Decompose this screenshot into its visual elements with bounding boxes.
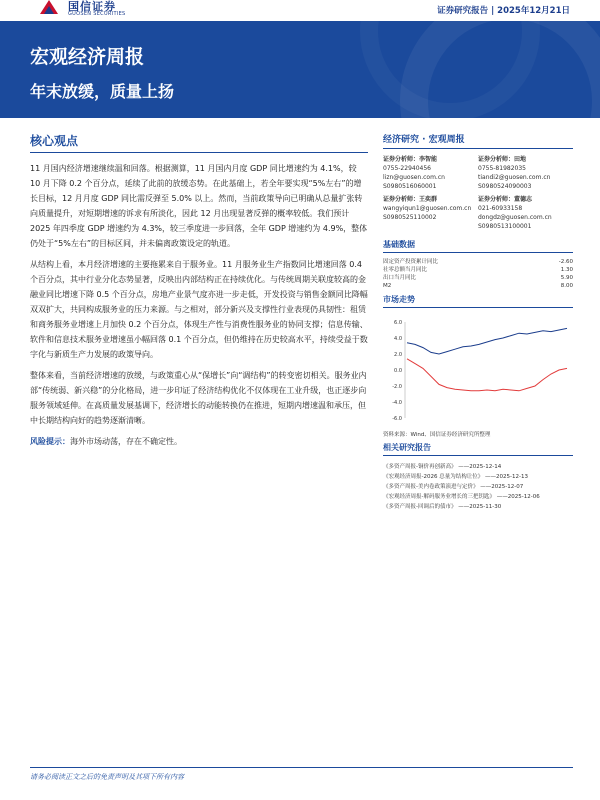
base-data-row	[383, 258, 573, 266]
y-tick-label: -6.0	[392, 416, 402, 422]
base-data-value: 1.30	[560, 267, 573, 273]
analyst-role: 证券分析师：王奕群	[383, 196, 438, 203]
analyst-role: 证券分析师：田地	[478, 156, 527, 163]
analyst-card	[478, 195, 573, 231]
y-tick-label: 0.0	[394, 368, 402, 374]
base-data-label: 固定资产投资累计同比	[383, 259, 439, 265]
analyst-card	[383, 195, 478, 231]
footer-divider	[30, 767, 573, 768]
analyst-cert: S0980524090003	[478, 183, 532, 190]
analyst-phone: 0755-22940456	[383, 165, 431, 172]
related-report-link[interactable]: 《多资产周报-铜价再创新高》 ——2025-12-14	[383, 464, 502, 470]
base-data-heading: 基础数据	[383, 239, 573, 253]
y-tick-label: 4.0	[394, 336, 402, 342]
report-meta	[437, 4, 570, 16]
risk-text: 海外市场动荡，存在不确定性。	[70, 437, 182, 446]
report-title: 宏观经济周报	[30, 46, 145, 68]
risk-warning	[30, 434, 368, 449]
y-tick-label: 2.0	[394, 352, 402, 358]
analyst-email[interactable]: lizn@guosen.com.cn	[383, 174, 445, 181]
chart-source: 资料来源：Wind、国信证券经济研究所整理	[383, 432, 491, 438]
y-tick-label: 6.0	[394, 320, 402, 326]
base-data-value: 8.00	[560, 283, 573, 289]
analyst-role: 证券分析师：董德志	[478, 196, 533, 203]
series-line-1	[407, 328, 567, 354]
base-data-row	[383, 282, 573, 290]
report-subtitle: 年末放缓，质量上扬	[30, 82, 175, 101]
base-data-value: -2.60	[558, 259, 573, 265]
core-view-heading: 核心观点	[30, 132, 368, 153]
related-report-link[interactable]: 《多资产周报-回调后的债市》 ——2025-11-30	[383, 504, 502, 510]
guosen-logo	[38, 0, 148, 20]
base-data-label: 社零总额当月同比	[383, 267, 428, 273]
risk-label: 风险提示：	[30, 437, 70, 446]
base-data-row	[383, 274, 573, 282]
market-trend-chart	[383, 314, 573, 426]
market-trend-heading: 市场走势	[383, 294, 573, 308]
base-data-table	[383, 258, 573, 290]
base-data-label: 出口当月同比	[383, 275, 417, 281]
related-report-link[interactable]: 《宏观经济周报-解码服务业增长的三把钥匙》 ——2025-12-06	[383, 494, 540, 500]
analyst-card	[478, 155, 573, 191]
market-trend-svg	[383, 314, 573, 426]
y-tick-label: -2.0	[392, 384, 402, 390]
series-line-2	[407, 359, 567, 391]
related-report-link[interactable]: 《多资产周报-美内卷政策演进与定价》 ——2025-12-07	[383, 484, 524, 490]
related-report-link[interactable]: 《宏观经济周报-2026 总量为结构让位》 ——2025-12-13	[383, 474, 528, 480]
analyst-list	[383, 155, 573, 235]
logo-text-cn: 国信证券	[68, 0, 116, 13]
title-banner	[0, 21, 600, 118]
y-tick-label: -4.0	[392, 400, 402, 406]
analyst-email[interactable]: tiandi2@guosen.com.cn	[478, 174, 551, 181]
meta-divider: |	[491, 6, 498, 16]
base-data-label: M2	[383, 283, 392, 289]
analyst-cert: S0980513100001	[478, 223, 532, 230]
paragraph-2: 从结构上看，本月经济增速的主要拖累来自于服务业。11 月服务业生产指数同比增速回落 0.4 个百分点，其中行业分化态势显著，反映出内部结构正在持续优化。与传统周期关联度较高的金融业同比增速下降 0.5 个百分点，房地产业景气度亦进一步走低，开发投资与销售金额同比降幅双双扩大，共同构成服务业的压力来源。与之相对，部分新兴及支撑性行业表现仍具韧性：租赁和商务服务业增速上月加快 0.2 个百分点，体现生产性与消费性服务业的协同支撑；信息传输、软件和信息技术服务业增速虽小幅回落 0.1 个百分点，但仍维持在历史较高水平，持续受益于数字化与新质生产力发展的政策导向。	[30, 260, 368, 359]
logo-text-en: GUOSEN SECURITIES	[68, 11, 126, 17]
paragraph-1: 11 月国内经济增速继续温和回落。根据测算，11 月国内月度 GDP 同比增速约为 4.1%，较 10 月下降 0.2 个百分点，延续了此前的放缓态势。在此基础上，若全年要实现“5%左右”的增长目标，12 月月度 GDP 同比需反弹至 5.0% 以上。然而，当前政策导向已明确从总量扩张转向质量提升，对短期增速的诉求有所淡化，因此 12 月出现显著反弹的概率较低。我们预计 2025 年四季度 GDP 增速约为 4.3%，较三季度进一步回落，全年 GDP 增速约为 4.9%，整体仍处于“5%左右”的目标区间，并未偏离政策设定的轨道。	[30, 164, 368, 248]
analyst-phone: 0755-81982035	[478, 165, 526, 172]
analyst-cert: S0980516060001	[383, 183, 437, 190]
analyst-phone: 021-60933158	[478, 205, 523, 212]
report-type: 证券研究报告	[437, 6, 489, 16]
sidebar-title: 经济研究 · 宏观周报	[383, 132, 573, 149]
base-data-row	[383, 266, 573, 274]
analyst-card	[383, 155, 478, 191]
analyst-email[interactable]: dongdz@guosen.com.cn	[478, 214, 552, 221]
paragraph-3: 整体来看，当前经济增速的放缓，与政策重心从“保增长”向“调结构”的转变密切相关。服务业内部“传统弱、新兴稳”的分化格局，进一步印证了经济结构优化不仅体现在工业升级，也正逐步向服务领域延伸。在高质量发展基调下，经济增长的动能转换仍在推进，短期内增速温和承压，但中长期结构向好的趋势逐渐清晰。	[30, 371, 367, 425]
top-bar	[0, 0, 600, 20]
report-date: 2025年12月21日	[497, 6, 570, 16]
analyst-role: 证券分析师：李智能	[383, 156, 438, 163]
logo-mark-icon	[38, 0, 60, 16]
analyst-email[interactable]: wangyiqun1@guosen.com.cn	[383, 205, 472, 212]
main-column	[30, 132, 368, 449]
related-research-heading: 相关研究报告	[383, 442, 573, 456]
footer-disclaimer: 请务必阅读正文之后的免责声明及其项下所有内容	[30, 773, 184, 781]
related-research-list	[383, 462, 573, 512]
analyst-cert: S0980525110002	[383, 214, 437, 221]
base-data-value: 5.90	[560, 275, 573, 281]
sidebar	[383, 132, 573, 512]
